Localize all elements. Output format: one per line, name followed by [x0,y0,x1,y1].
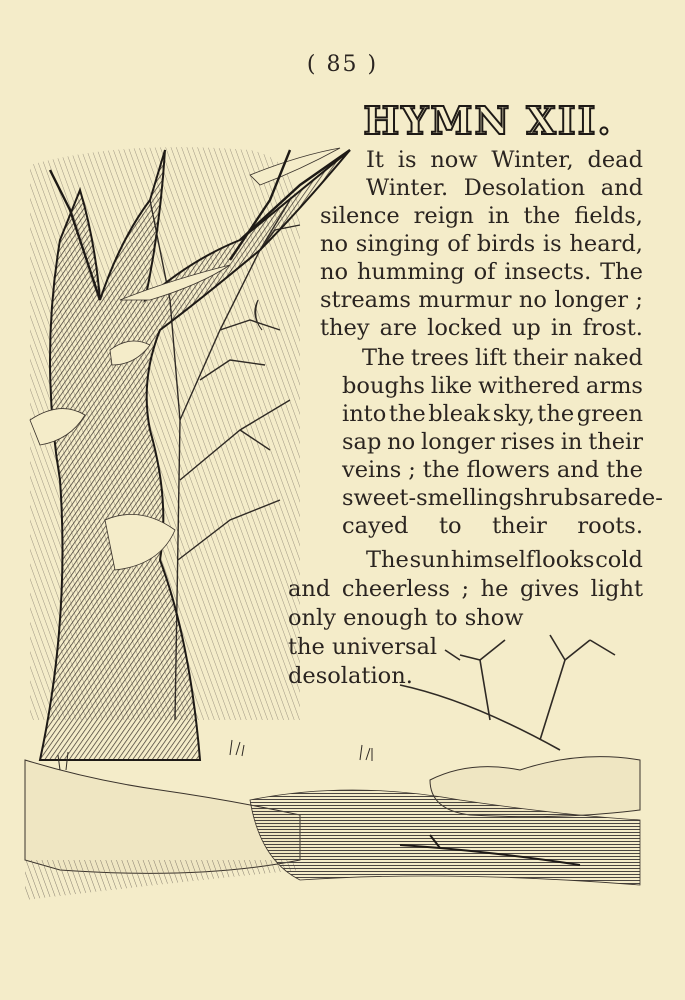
text-line [320,202,643,230]
text-line [342,372,643,400]
word: shrubs [512,485,590,511]
word: birds [476,231,536,257]
word: to [438,513,462,539]
word: no [320,231,349,257]
word: into [342,401,387,427]
word: are [590,485,628,511]
word: in [560,429,583,455]
text-line [342,400,643,428]
text-line [288,575,643,603]
word: like [430,373,473,399]
word: green [576,401,643,427]
word: The [362,345,405,371]
text-line [320,230,643,258]
word: boughs [342,373,425,399]
word: no [387,429,416,455]
word: light [590,576,643,602]
text-line [342,484,663,512]
text-line [342,456,643,484]
word: streams [320,287,411,313]
word: locked [427,315,502,341]
hymn-title [363,96,613,143]
line-text: the universal [288,634,438,660]
word: roots. [577,513,643,539]
word: are [379,315,418,341]
text-line [366,146,643,174]
text-line [320,314,643,342]
text-line [320,286,643,314]
word: no [518,287,547,313]
word: up [511,315,541,341]
word: and [600,175,643,201]
word: The [366,547,409,573]
word: humming [356,259,465,285]
word: is [542,231,562,257]
text-line [288,604,524,632]
word: is [397,147,417,173]
word: de- [627,485,663,511]
page-number: ( 85 ) [306,52,379,77]
word: cold [595,547,643,573]
word: veins [342,457,402,483]
word: now [430,147,478,173]
hymn-title-text: HYMN XII. [363,98,613,143]
word: and [556,457,600,483]
word: the [523,203,561,229]
word: insects. [504,259,592,285]
word: in [487,203,510,229]
word: singing [355,231,440,257]
word: Winter, [491,147,574,173]
word: they [320,315,370,341]
word: the [422,457,460,483]
line-text: desolation. [288,663,413,689]
word: longer [421,429,495,455]
word: Winter. [366,175,449,201]
word: no [320,259,349,285]
word: heard, [569,231,643,257]
word: himself [450,547,535,573]
word: silence [320,203,400,229]
word: of [473,259,496,285]
word: the [537,401,575,427]
text-line [366,546,643,574]
word: ; [635,287,643,313]
word: the [388,401,426,427]
word: sap [342,429,382,455]
word: reign [413,203,474,229]
word: frost. [582,315,643,341]
word: their [512,345,568,371]
text-line [362,344,643,372]
text-line [366,174,643,202]
word: ; [408,457,416,483]
word: cheerless [341,576,450,602]
word: gives [519,576,580,602]
word: of [447,231,470,257]
text-line [342,512,643,540]
word: It [366,147,384,173]
word: looks [534,547,595,573]
word: rises [500,429,555,455]
line-text: only enough to show [288,605,524,631]
word: longer [554,287,629,313]
word: Desolation [463,175,586,201]
word: their [492,513,547,539]
word: flowers [466,457,550,483]
word: sky, [492,401,535,427]
word: in [550,315,573,341]
word: cayed [342,513,409,539]
word: naked [573,345,643,371]
word: he [480,576,509,602]
word: and [288,576,331,602]
text-line [288,662,413,690]
word: The [600,259,643,285]
word: fields, [574,203,643,229]
word: ; [461,576,470,602]
word: trees [410,345,469,371]
word: the [606,457,643,483]
word: withered [478,373,580,399]
word: their [588,429,643,455]
word: sweet-smelling [342,485,513,511]
text-line [342,428,643,456]
word: bleak [428,401,491,427]
text-line [288,633,437,661]
word: sun [409,547,451,573]
word: murmur [418,287,512,313]
word: lift [474,345,507,371]
text-line [320,258,643,286]
word: arms [585,373,643,399]
word: dead [587,147,643,173]
